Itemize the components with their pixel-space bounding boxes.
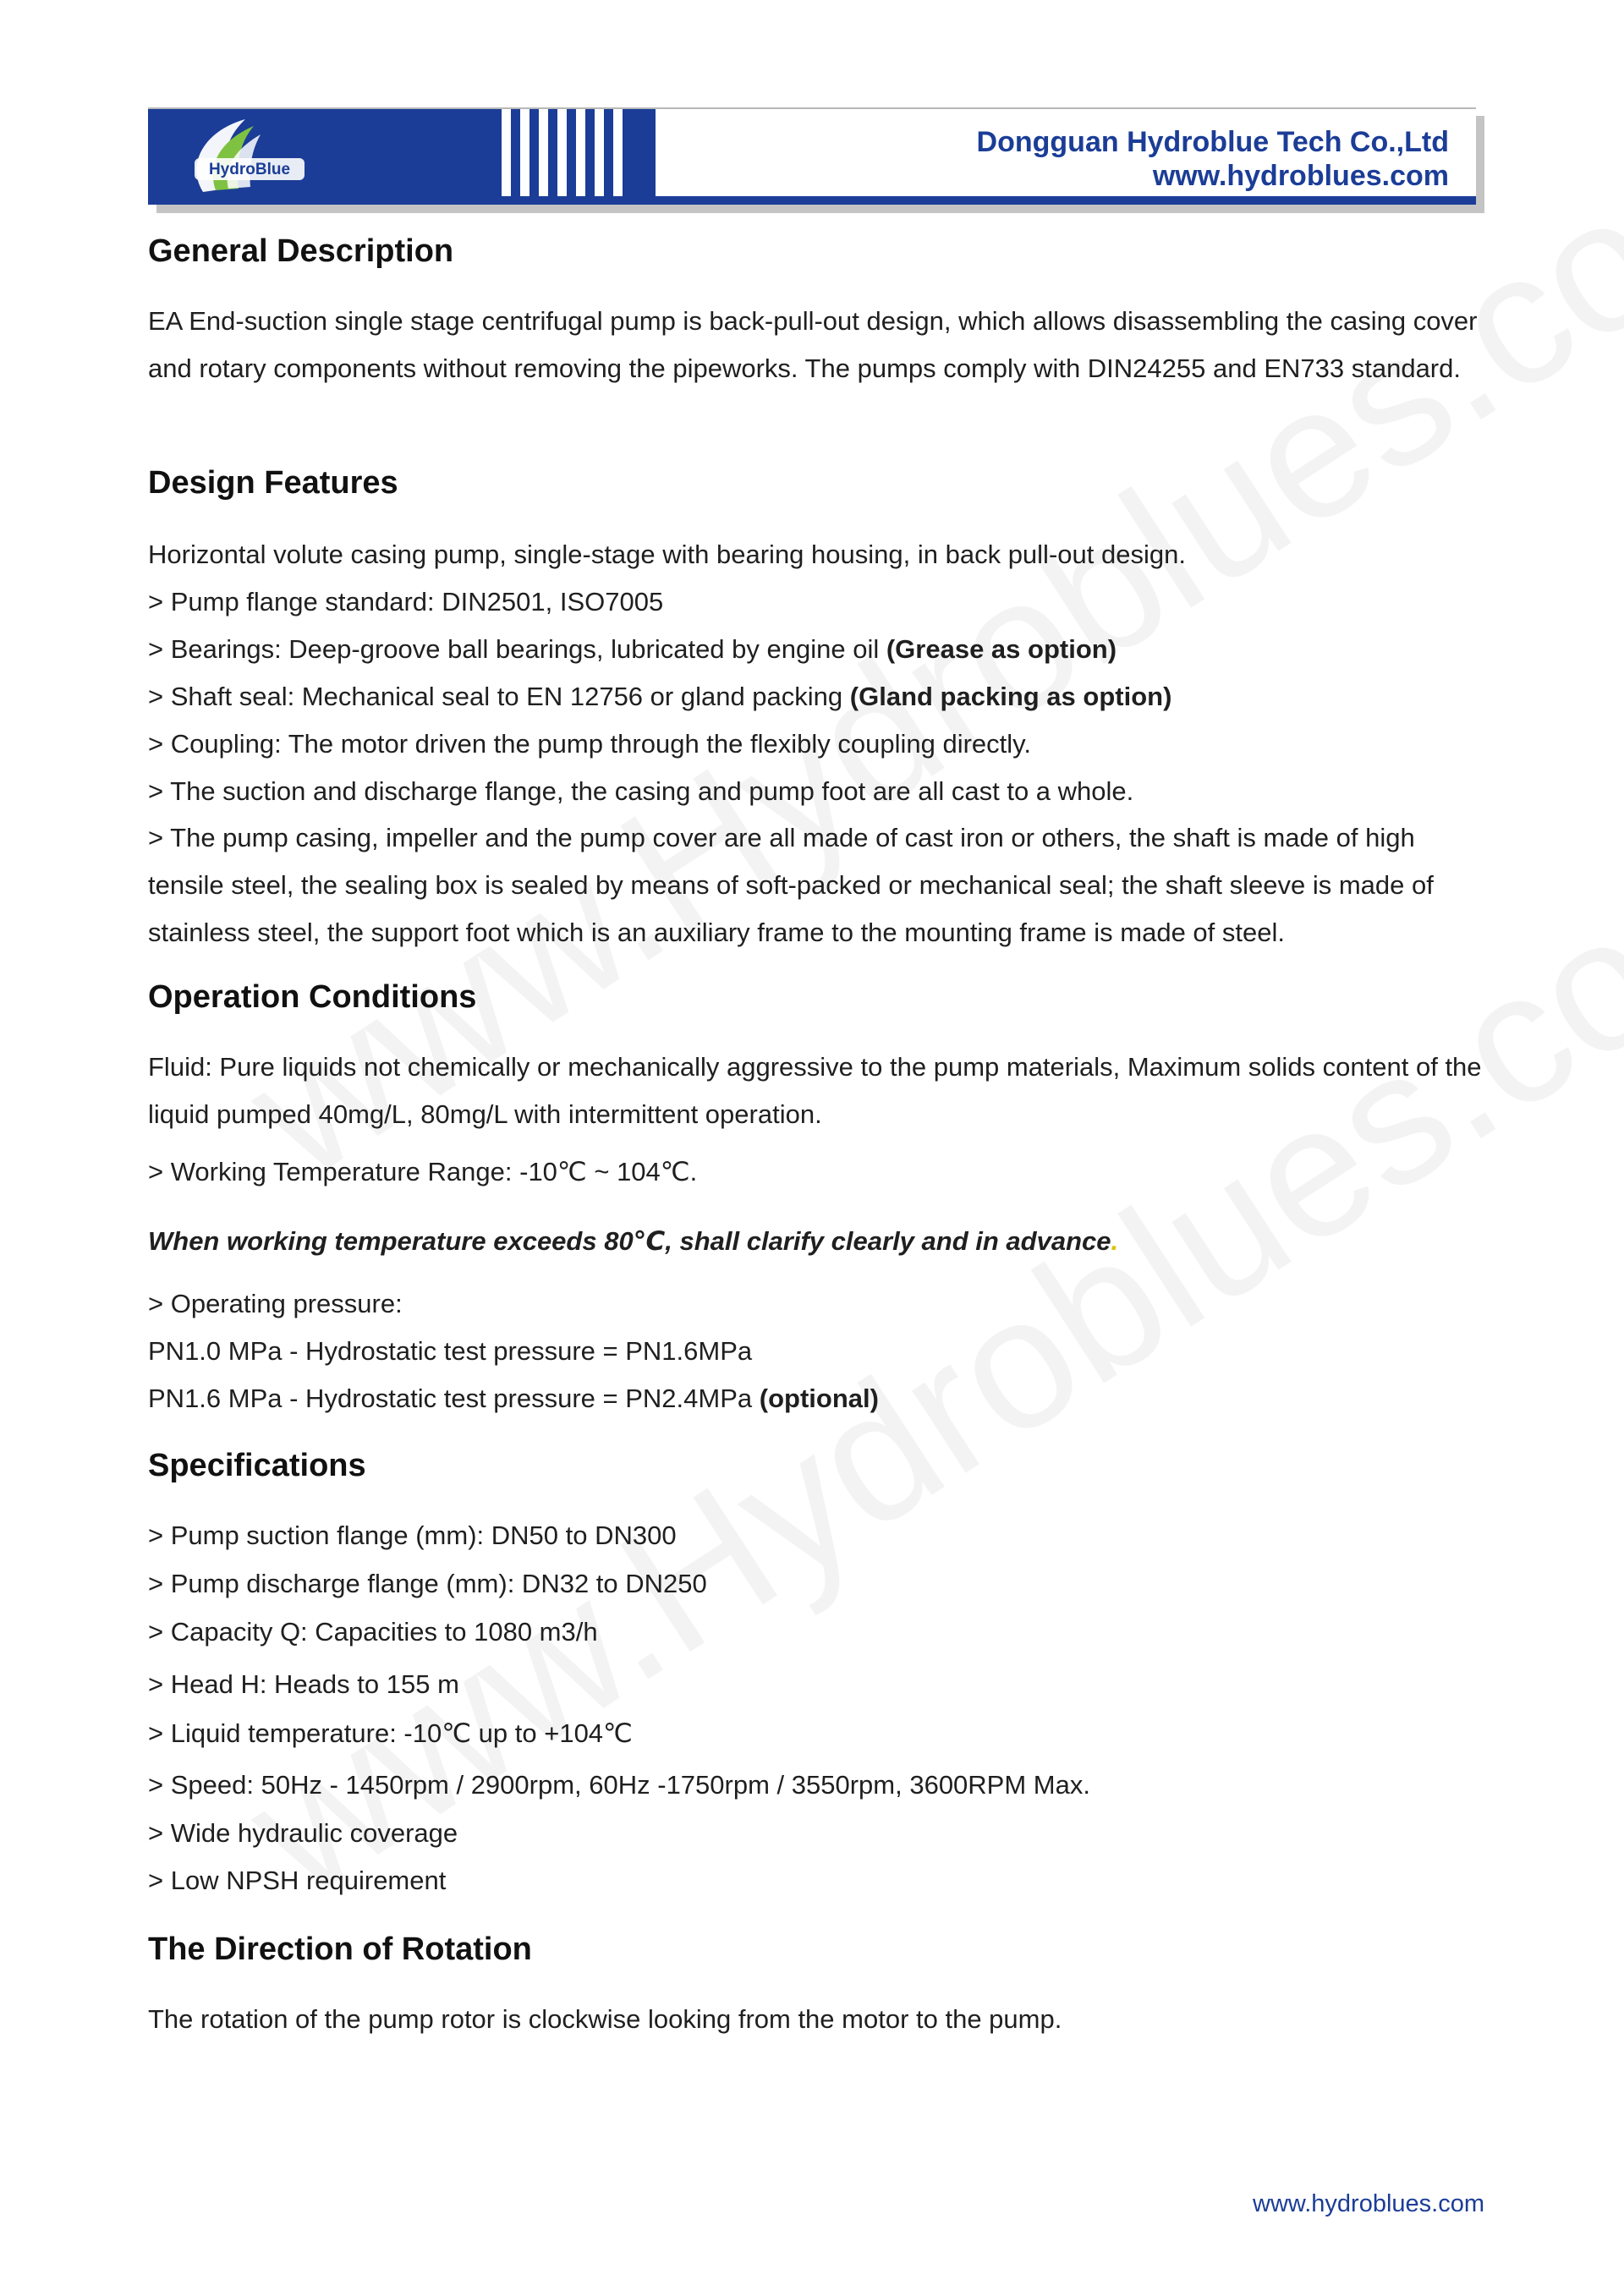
section-title-specifications: Specifications <box>148 1448 366 1483</box>
operation-pn16-text: PN1.6 MPa - Hydrostatic test pressure = PN2.4MPa <box>148 1384 753 1413</box>
hydroblue-logo-icon <box>178 114 317 199</box>
design-shaft-seal-text: > Shaft seal: Mechanical seal to EN 12756 or gland packing <box>148 682 843 711</box>
operation-temperature: > Working Temperature Range: -10℃ ~ 104℃. <box>148 1157 698 1186</box>
spec-item: > Head H: Heads to 155 m <box>148 1669 459 1699</box>
design-intro: Horizontal volute casing pump, single-stage with bearing housing, in back pull-out design. <box>148 540 1186 569</box>
design-bearings-option: (Grease as option) <box>886 634 1117 664</box>
spec-item: > Speed: 50Hz - 1450rpm / 2900rpm, 60Hz -1750rpm / 3550rpm, 3600RPM Max. <box>148 1770 1090 1800</box>
spec-item: > Pump discharge flange (mm): DN32 to DN250 <box>148 1569 707 1598</box>
section-title-operation: Operation Conditions <box>148 979 477 1015</box>
operation-temperature-note: When working temperature exceeds 80℃, shall clarify clearly and in advance. <box>148 1226 1119 1256</box>
header-underline <box>148 196 1476 205</box>
footer-website: www.hydroblues.com <box>1253 2190 1484 2217</box>
design-flange-cast: > The suction and discharge flange, the casing and pump foot are all cast to a whole. <box>148 776 1134 806</box>
design-bearings <box>148 633 1116 666</box>
operation-pn16 <box>148 1382 879 1416</box>
general-description-text: EA End-suction single stage centrifugal pump is back-pull-out design, which allows disassembling the casing cover and rotary components without removing the pipeworks. The pumps comply with DIN24255 and EN733 standard. <box>148 306 1478 383</box>
operation-fluid: Fluid: Pure liquids not chemically or mechanically aggressive to the pump materials, Maximum solids content of the liquid pumped 40mg/L, 80mg/L with intermittent operation. <box>148 1052 1482 1129</box>
header-stripes-decoration <box>495 109 630 205</box>
company-block <box>977 125 1449 193</box>
spec-item: > Pump suction flange (mm): DN50 to DN300 <box>148 1521 677 1550</box>
operation-pressure-label: > Operating pressure: <box>148 1289 403 1318</box>
spec-item: > Wide hydraulic coverage <box>148 1818 458 1848</box>
svg-text:HydroBlue: HydroBlue <box>208 161 291 178</box>
design-materials: > The pump casing, impeller and the pump cover are all made of cast iron or others, the shaft is made of high tensile steel, the sealing box is sealed by means of soft-packed or mechanical seal; the shaft sleeve is made of stainless steel, the support foot which is an auxiliary frame to the mounting frame is made of steel. <box>148 823 1434 947</box>
spec-item: > Liquid temperature: -10℃ up to +104℃ <box>148 1718 633 1748</box>
design-flange-standard: > Pump flange standard: DIN2501, ISO7005 <box>148 587 664 616</box>
company-website: www.hydroblues.com <box>1152 160 1449 192</box>
section-title-design: Design Features <box>148 465 398 501</box>
company-name: Dongguan Hydroblue Tech Co.,Ltd <box>976 126 1449 158</box>
design-shaft-seal <box>148 680 1171 714</box>
design-bearings-text: > Bearings: Deep-groove ball bearings, lubricated by engine oil <box>148 634 880 664</box>
operation-temperature-note-text: When working temperature exceeds 80℃, shall clarify clearly and in advance <box>148 1226 1111 1256</box>
section-title-general: General Description <box>148 233 454 269</box>
operation-pn10: PN1.0 MPa - Hydrostatic test pressure = PN1.6MPa <box>148 1336 753 1366</box>
section-title-rotation: The Direction of Rotation <box>148 1932 532 1967</box>
design-shaft-seal-option: (Gland packing as option) <box>849 682 1172 711</box>
design-coupling: > Coupling: The motor driven the pump through the flexibly coupling directly. <box>148 729 1031 759</box>
spec-item: > Low NPSH requirement <box>148 1866 447 1895</box>
spec-item: > Capacity Q: Capacities to 1080 m3/h <box>148 1617 598 1647</box>
operation-pn16-option: (optional) <box>759 1384 879 1413</box>
rotation-text: The rotation of the pump rotor is clockwise looking from the motor to the pump. <box>148 2004 1062 2034</box>
page-header <box>148 107 1476 205</box>
